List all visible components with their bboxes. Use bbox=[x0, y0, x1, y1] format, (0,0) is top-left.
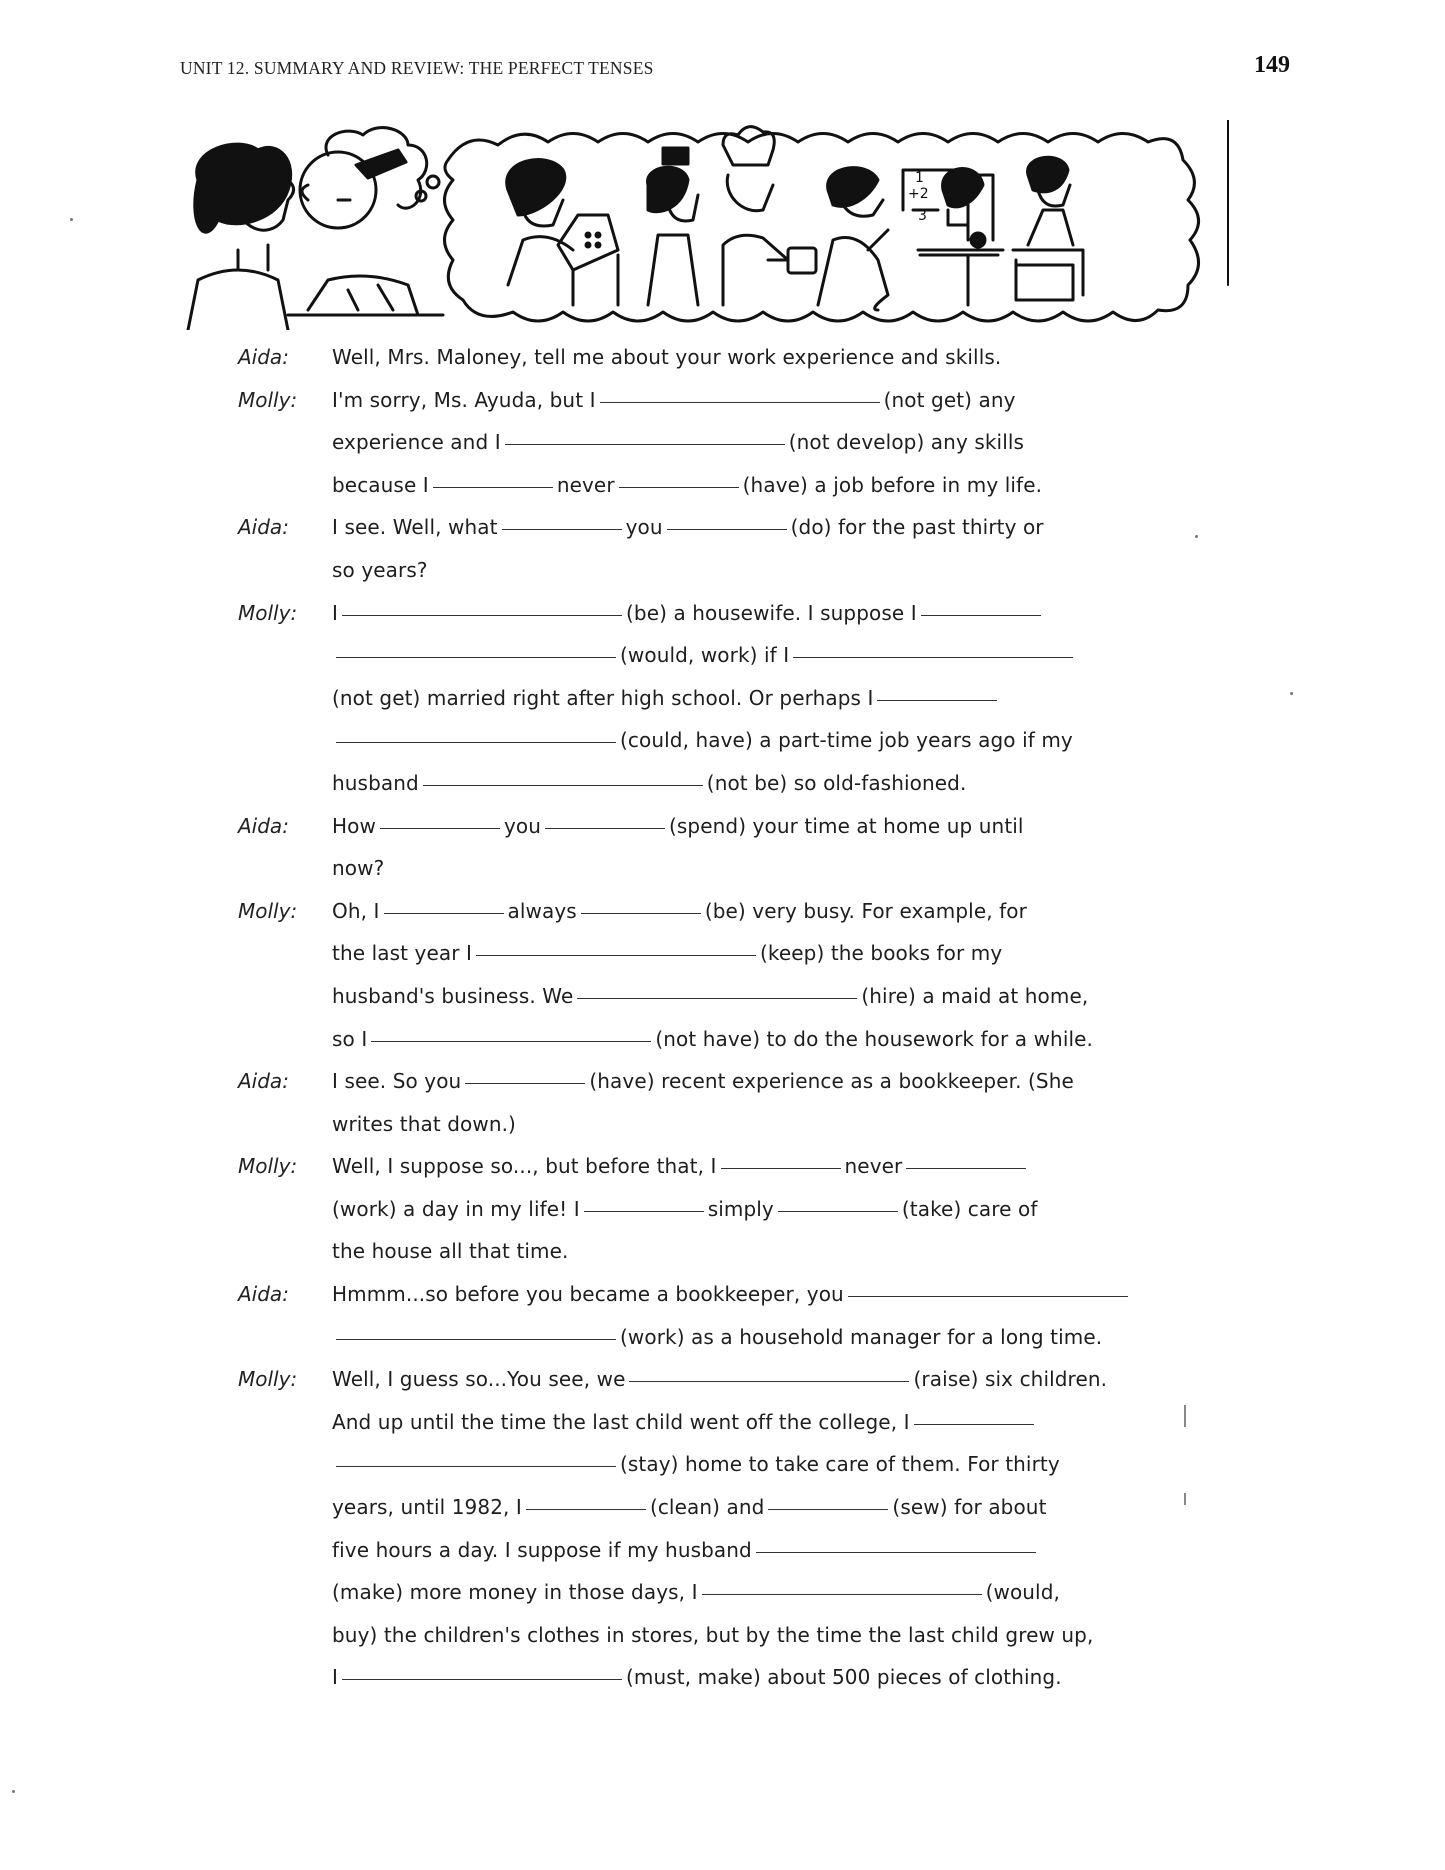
fill-in-blank[interactable] bbox=[768, 1509, 888, 1510]
text-segment: (sew) for about bbox=[892, 1495, 1047, 1520]
text-segment: experience and I bbox=[332, 430, 501, 455]
dialogue-text bbox=[332, 634, 1077, 677]
text-segment: the house all that time. bbox=[332, 1239, 569, 1264]
dialogue-text bbox=[332, 1018, 1093, 1061]
dialogue-text bbox=[332, 464, 1042, 507]
text-segment: (would, bbox=[985, 1580, 1060, 1605]
text-segment: (have) a job before in my life. bbox=[742, 472, 1043, 497]
dialogue-text bbox=[332, 1188, 1037, 1231]
text-segment: Well, I suppose so..., but before that, I bbox=[332, 1154, 717, 1179]
dialogue-line bbox=[238, 1358, 1158, 1401]
text-segment: I'm sorry, Ms. Ayuda, but I bbox=[332, 387, 596, 412]
dialogue-text bbox=[332, 379, 1016, 422]
dialogue-text bbox=[332, 1103, 516, 1146]
fill-in-blank[interactable] bbox=[581, 913, 701, 914]
fill-in-blank[interactable] bbox=[505, 444, 785, 445]
dialogue-line bbox=[238, 1018, 1158, 1061]
unit-title: UNIT 12. SUMMARY AND REVIEW: THE PERFECT TENSES bbox=[180, 58, 654, 78]
typist-figure bbox=[507, 160, 618, 305]
dialogue-text bbox=[332, 1230, 569, 1273]
fill-in-blank[interactable] bbox=[371, 1041, 651, 1042]
dialogue-text bbox=[332, 1316, 1102, 1359]
dialogue-line bbox=[238, 805, 1158, 848]
text-segment: (not get) any bbox=[883, 387, 1016, 412]
text-segment: (not be) so old-fashioned. bbox=[706, 770, 967, 795]
speaker-label: Molly: bbox=[238, 1154, 298, 1179]
speaker-label: Molly: bbox=[238, 1367, 298, 1392]
dialogue-text bbox=[332, 1401, 1038, 1444]
text-segment: I see. Well, what bbox=[332, 515, 498, 540]
text-segment: you bbox=[503, 813, 541, 838]
text-segment: (hire) a maid at home, bbox=[861, 983, 1089, 1008]
dialogue-line bbox=[238, 336, 1158, 379]
text-segment: (not develop) any skills bbox=[788, 430, 1025, 455]
text-segment: (have) recent experience as a bookkeeper. (She bbox=[589, 1069, 1074, 1094]
dialogue-exercise bbox=[238, 336, 1158, 1699]
dialogue-line bbox=[238, 421, 1158, 464]
speaker-label: Molly: bbox=[238, 387, 298, 412]
dialogue-line bbox=[238, 719, 1158, 762]
speaker-label: Molly: bbox=[238, 600, 298, 625]
dialogue-line bbox=[238, 1103, 1158, 1146]
dialogue-line bbox=[238, 1401, 1158, 1444]
text-segment: because I bbox=[332, 472, 429, 497]
dialogue-text bbox=[332, 1443, 1060, 1486]
text-segment: (would, work) if I bbox=[620, 643, 790, 668]
cartoon-icon bbox=[178, 120, 1238, 330]
dialogue-line bbox=[238, 975, 1158, 1018]
dialogue-text bbox=[332, 1614, 1093, 1657]
dialogue-text bbox=[332, 890, 1027, 933]
speaker-label: Molly: bbox=[238, 898, 298, 923]
text-segment: (be) a housewife. I suppose I bbox=[626, 600, 917, 625]
fill-in-blank[interactable] bbox=[577, 998, 857, 999]
fill-in-blank[interactable] bbox=[756, 1552, 1036, 1553]
text-segment: Well, I guess so...You see, we bbox=[332, 1367, 626, 1392]
office-figure bbox=[1013, 157, 1083, 300]
dialogue-line bbox=[238, 506, 1158, 549]
scan-speck bbox=[1195, 535, 1198, 538]
dialogue-text bbox=[332, 719, 1073, 762]
page-header bbox=[180, 52, 1290, 86]
text-segment: you bbox=[625, 515, 663, 540]
dialogue-text bbox=[332, 1656, 1062, 1699]
text-segment: (clean) and bbox=[649, 1495, 765, 1520]
dialogue-line bbox=[238, 1443, 1158, 1486]
dialogue-text bbox=[332, 1145, 1030, 1188]
scan-mark bbox=[1184, 1405, 1186, 1427]
fill-in-blank[interactable] bbox=[721, 1168, 841, 1169]
chef-figure bbox=[723, 127, 816, 305]
dialogue-text bbox=[332, 677, 1001, 720]
fill-in-blank[interactable] bbox=[921, 615, 1041, 616]
text-segment: Well, Mrs. Maloney, tell me about your work experience and skills. bbox=[332, 345, 1002, 369]
text-segment: so years? bbox=[332, 557, 428, 582]
dialogue-line bbox=[238, 634, 1158, 677]
scan-mark bbox=[1184, 1493, 1186, 1505]
fill-in-blank[interactable] bbox=[465, 1083, 585, 1084]
text-segment: I bbox=[332, 1665, 338, 1690]
dialogue-text bbox=[332, 1486, 1047, 1529]
fill-in-blank[interactable] bbox=[667, 529, 787, 530]
dialogue-line bbox=[238, 549, 1158, 592]
text-segment: five hours a day. I suppose if my husband bbox=[332, 1537, 752, 1562]
speaker-label: Aida: bbox=[238, 345, 289, 369]
dialogue-line bbox=[238, 1486, 1158, 1529]
text-segment: (stay) home to take care of them. For thirty bbox=[620, 1452, 1060, 1477]
dialogue-text bbox=[332, 421, 1024, 464]
interviewer-figure bbox=[188, 144, 443, 330]
fill-in-blank[interactable] bbox=[336, 742, 616, 743]
dialogue-line bbox=[238, 464, 1158, 507]
fill-in-blank[interactable] bbox=[336, 657, 616, 658]
text-segment: (work) as a household manager for a long time. bbox=[620, 1324, 1103, 1349]
dialogue-line bbox=[238, 847, 1158, 890]
text-segment: simply bbox=[707, 1196, 774, 1221]
dialogue-text bbox=[332, 336, 1001, 379]
text-segment: (could, have) a part-time job years ago if my bbox=[620, 728, 1073, 753]
scan-speck bbox=[70, 218, 73, 221]
dialogue-line bbox=[238, 1273, 1158, 1316]
text-segment: years, until 1982, I bbox=[332, 1495, 522, 1520]
dialogue-text bbox=[332, 1060, 1074, 1103]
fill-in-blank[interactable] bbox=[526, 1509, 646, 1510]
dialogue-line bbox=[238, 1656, 1158, 1699]
speaker-label: Aida: bbox=[238, 515, 289, 540]
text-segment: (must, make) about 500 pieces of clothing. bbox=[626, 1665, 1062, 1690]
text-segment: (take) care of bbox=[901, 1196, 1038, 1221]
dialogue-text bbox=[332, 975, 1088, 1018]
fill-in-blank[interactable] bbox=[476, 955, 756, 956]
nurse-figure bbox=[648, 148, 698, 305]
text-segment: (not get) married right after high school. Or perhaps I bbox=[332, 685, 874, 710]
text-segment: And up until the time the last child went off the college, I bbox=[332, 1409, 910, 1434]
text-segment: never bbox=[844, 1154, 903, 1179]
text-segment: always bbox=[507, 898, 577, 923]
dialogue-text bbox=[332, 1358, 1107, 1401]
speaker-label: Aida: bbox=[238, 1069, 289, 1094]
fill-in-blank[interactable] bbox=[778, 1211, 898, 1212]
text-segment: now? bbox=[332, 856, 385, 881]
dialogue-line bbox=[238, 1060, 1158, 1103]
speaker-label: Aida: bbox=[238, 1282, 289, 1307]
fill-in-blank[interactable] bbox=[629, 1381, 909, 1382]
text-segment: (raise) six children. bbox=[913, 1367, 1108, 1392]
dialogue-line bbox=[238, 1230, 1158, 1273]
text-segment: (not have) to do the housework for a while. bbox=[655, 1026, 1094, 1051]
fill-in-blank[interactable] bbox=[584, 1211, 704, 1212]
text-segment: (spend) your time at home up until bbox=[669, 813, 1024, 838]
fill-in-blank[interactable] bbox=[619, 487, 739, 488]
fill-in-blank[interactable] bbox=[600, 402, 880, 403]
fraction-result: 3 bbox=[918, 208, 927, 224]
dialogue-text bbox=[332, 592, 1045, 635]
dialogue-line bbox=[238, 1529, 1158, 1572]
text-segment: (make) more money in those days, I bbox=[332, 1580, 698, 1605]
fill-in-blank[interactable] bbox=[423, 785, 703, 786]
speaker-label: Aida: bbox=[238, 813, 289, 838]
dialogue-line bbox=[238, 592, 1158, 635]
fill-in-blank[interactable] bbox=[793, 657, 1073, 658]
fill-in-blank[interactable] bbox=[914, 1424, 1034, 1425]
fill-in-blank[interactable] bbox=[336, 1466, 616, 1467]
text-segment: How bbox=[332, 813, 376, 838]
dialogue-line bbox=[238, 890, 1158, 933]
fraction-top: 1 bbox=[915, 170, 924, 186]
fraction-plus: +2 bbox=[908, 186, 929, 202]
fill-in-blank[interactable] bbox=[502, 529, 622, 530]
seamstress-figure bbox=[818, 168, 888, 310]
fill-in-blank[interactable] bbox=[906, 1168, 1026, 1169]
text-segment: so I bbox=[332, 1026, 368, 1051]
text-segment: I see. So you bbox=[332, 1069, 462, 1094]
dialogue-text bbox=[332, 932, 1002, 975]
dialogue-text bbox=[332, 1273, 1132, 1316]
text-segment: Hmmm...so before you became a bookkeeper, you bbox=[332, 1282, 844, 1307]
fill-in-blank[interactable] bbox=[342, 615, 622, 616]
fill-in-blank[interactable] bbox=[384, 913, 504, 914]
text-segment: husband bbox=[332, 770, 419, 795]
dialogue-text bbox=[332, 549, 428, 592]
page-number: 149 bbox=[1254, 52, 1290, 78]
dialogue-line bbox=[238, 379, 1158, 422]
dialogue-line bbox=[238, 1614, 1158, 1657]
dialogue-line bbox=[238, 677, 1158, 720]
text-segment: writes that down.) bbox=[332, 1111, 516, 1136]
dialogue-text bbox=[332, 847, 384, 890]
text-segment: Oh, I bbox=[332, 898, 380, 923]
fill-in-blank[interactable] bbox=[380, 828, 500, 829]
fill-in-blank[interactable] bbox=[848, 1296, 1128, 1297]
fill-in-blank[interactable] bbox=[336, 1339, 616, 1340]
dialogue-line bbox=[238, 1145, 1158, 1188]
text-segment: (do) for the past thirty or bbox=[790, 515, 1044, 540]
dialogue-text bbox=[332, 1529, 1040, 1572]
fill-in-blank[interactable] bbox=[877, 700, 997, 701]
scan-speck bbox=[12, 1790, 15, 1793]
fill-in-blank[interactable] bbox=[702, 1594, 982, 1595]
scan-speck bbox=[1290, 692, 1293, 695]
text-segment: I bbox=[332, 600, 338, 625]
molly-figure bbox=[300, 128, 439, 315]
dialogue-text bbox=[332, 506, 1044, 549]
dialogue-line bbox=[238, 932, 1158, 975]
text-segment: (be) very busy. For example, for bbox=[704, 898, 1027, 923]
dialogue-line bbox=[238, 762, 1158, 805]
dialogue-text bbox=[332, 805, 1024, 848]
dialogue-line bbox=[238, 1188, 1158, 1231]
text-segment: (keep) the books for my bbox=[760, 941, 1003, 966]
cartoon-illustration bbox=[178, 120, 1238, 330]
dialogue-line bbox=[238, 1571, 1158, 1614]
fill-in-blank[interactable] bbox=[545, 828, 665, 829]
fill-in-blank[interactable] bbox=[342, 1679, 622, 1680]
dialogue-text bbox=[332, 762, 966, 805]
text-segment: never bbox=[556, 472, 615, 497]
text-segment: (work) a day in my life! I bbox=[332, 1196, 580, 1221]
text-segment: the last year I bbox=[332, 941, 472, 966]
dialogue-line bbox=[238, 1316, 1158, 1359]
dialogue-text bbox=[332, 1571, 1060, 1614]
text-segment: husband's business. We bbox=[332, 983, 574, 1008]
fill-in-blank[interactable] bbox=[433, 487, 553, 488]
text-segment: buy) the children's clothes in stores, but by the time the last child grew up, bbox=[332, 1622, 1094, 1647]
